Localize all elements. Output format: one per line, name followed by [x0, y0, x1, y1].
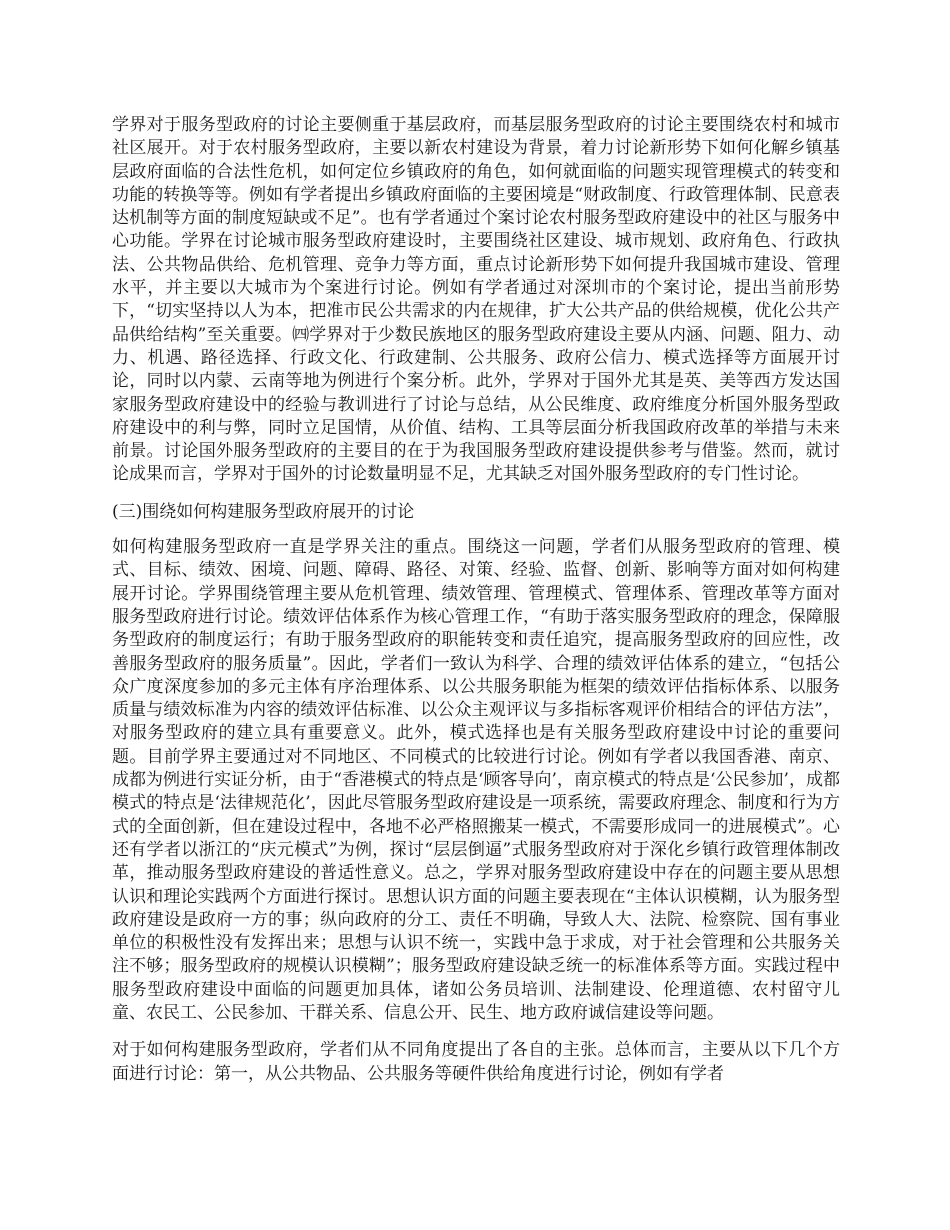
section-heading-3: (三)围绕如何构建服务型政府展开的讨论 [112, 501, 415, 522]
document-page [112, 114, 840, 1086]
body-paragraph-3: 对于如何构建服务型政府，学者们从不同角度提出了各自的主张。总体而言，主要从以下几个方面进行讨论：第一，从公共物品、公共服务等硬件供给角度进行讨论，例如有学者 [112, 1040, 840, 1084]
paragraph-gap [112, 1025, 840, 1039]
body-paragraph-2: 如何构建服务型政府一直是学界关注的重点。围绕这一问题，学者们从服务型政府的管理、模式、目标、绩效、困境、问题、障碍、路径、对策、经验、监督、创新、影响等方面对如何构建展开讨论。学界围绕管理主要从危机管理、绩效管理、管理模式、管理体系、管理改革等方面对服务型政府进行讨论。绩效评估体系作为核心管理工作，“有助于落实服务型政府的理念，保障服务型政府的制度运行；有助于服务型政府的职能转变和责任追究，提高服务型政府的回应性，改善服务型政府的服务质量”。因此，学者们一致认为科学、合理的绩效评估体系的建立，“包括公众广度深度参加的多元主体有序治理体系、以公共服务职能为框架的绩效评估指标体系、以服务质量与绩效标准为内容的绩效评估标准、以公众主观评议与多指标客观评价相结合的评估方法”，对服务型政府的建立具有重要意义。此外，模式选择也是有关服务型政府建设中讨论的重要问题。目前学界主要通过对不同地区、不同模式的比较进行讨论。例如有学者以我国香港、南京、成都为例进行实证分析，由于“香港模式的特点是‘顾客导向’，南京模式的特点是‘公民参加’，成都模式的特点是‘法律规范化’，因此尽管服务型政府建设是一项系统，需要政府理念、制度和行为方式的全面创新，但在建设过程中，各地不必严格照搬某一模式，不需要形成同一的进展模式”。心还有学者以浙江的“庆元模式”为例，探讨“层层倒逼”式服务型政府对于深化乡镇行政管理体制改革，推动服务型政府建设的普适性意义。总之，学界对服务型政府建设中存在的问题主要从思想认识和理论实践两个方面进行探讨。思想认识方面的问题主要表现在“主体认识模糊，认为服务型政府建设是政府一方的事；纵向政府的分工、责任不明确，导致人大、法院、检察院、国有事业单位的积极性没有发挥出来；思想与认识不统一，实践中急于求成，对于社会管理和公共服务关注不够；服务型政府的规模认识模糊”；服务型政府建设缺乏统一的标准体系等方面。实践过程中服务型政府建设中面临的问题更加具体，诸如公务员培训、法制建设、伦理道德、农村留守儿童、农民工、公民参加、干群关系、信息公开、民生、地方政府诚信建设等问题。 [112, 537, 840, 1023]
body-paragraph-1: 学界对于服务型政府的讨论主要侧重于基层政府，而基层服务型政府的讨论主要围绕农村和城市社区展开。对于农村服务型政府，主要以新农村建设为背景，着力讨论新形势下如何化解乡镇基层政府面临的合法性危机，如何定位乡镇政府的角色，如何就面临的问题实现管理模式的转变和功能的转换等等。例如有学者提出乡镇政府面临的主要困境是“财政制度、行政管理体制、民意表达机制等方面的制度短缺或不足”。也有学者通过个案讨论农村服务型政府建设中的社区与服务中心功能。学界在讨论城市服务型政府建设时，主要围绕社区建设、城市规划、政府角色、行政执法、公共物品供给、危机管理、竞争力等方面，重点讨论新形势下如何提升我国城市建设、管理水平，并主要以大城市为个案进行讨论。例如有学者通过对深圳市的个案讨论，提出当前形势下，“切实坚持以人为本，把准市民公共需求的内在规律，扩大公共产品的供给规模，优化公共产品供给结构”至关重要。㈣学界对于少数民族地区的服务型政府建设主要从内涵、问题、阻力、动力、机遇、路径选择、行政文化、行政建制、公共服务、政府公信力、模式选择等方面展开讨论，同时以内蒙、云南等地为例进行个案分析。此外，学界对于国外尤其是英、美等西方发达国家服务型政府建设中的经验与教训进行了讨论与总结，从公民维度、政府维度分析国外服务型政府建设中的利与弊，同时立足国情，从价值、结构、工具等层面分析我国政府改革的举措与未来前景。讨论国外服务型政府的主要目的在于为我国服务型政府建设提供参考与借鉴。然而，就讨论成果而言，学界对于国外的讨论数量明显不足，尤其缺乏对国外服务型政府的专门性讨论。 [112, 115, 840, 485]
